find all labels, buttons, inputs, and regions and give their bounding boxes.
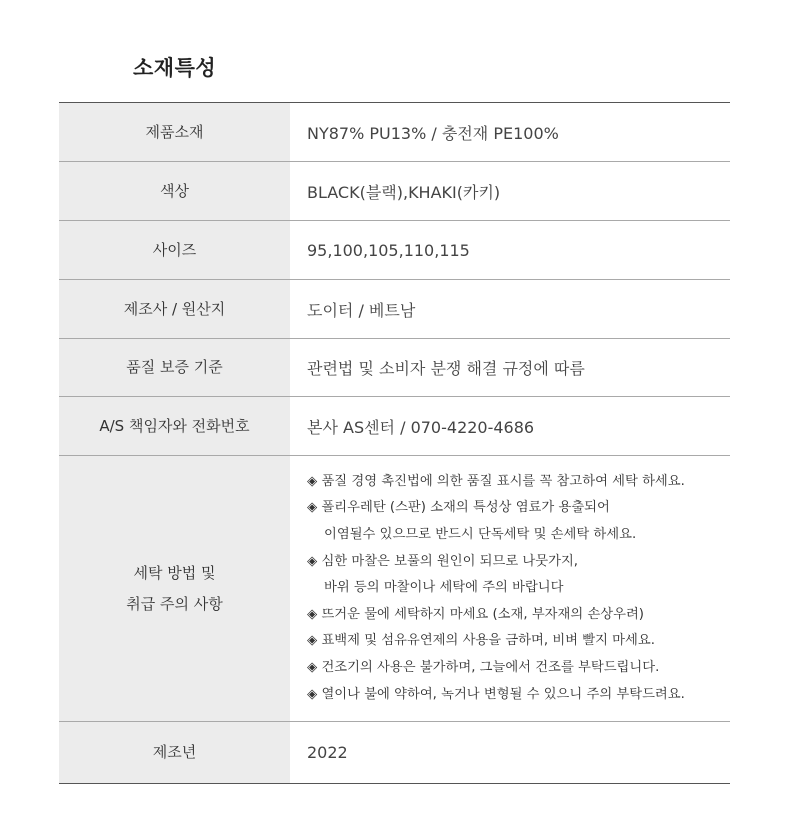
spec-value-maker-origin: 도이터 / 베트남 — [307, 300, 416, 320]
spec-value-warranty: 관련법 및 소비자 분쟁 해결 규정에 따름 — [307, 359, 585, 378]
spec-row-as-contact — [59, 397, 730, 456]
spec-row-maker-origin — [59, 280, 730, 339]
spec-label-care — [59, 456, 290, 721]
product-spec-table — [59, 102, 730, 784]
care-line: 이염될수 있으므로 반드시 단독세탁 및 손세탁 하세요. — [324, 527, 637, 543]
care-line: ◈ 심한 마찰은 보풀의 원인이 되므로 나뭇가지, — [307, 553, 579, 569]
spec-row-warranty — [59, 339, 730, 397]
spec-label-color: 색상 — [59, 162, 290, 220]
spec-label-year: 제조년 — [59, 722, 290, 783]
care-line: ◈ 표백제 및 섬유유연제의 사용을 금하며, 비벼 빨지 마세요. — [307, 633, 655, 649]
care-item — [307, 602, 685, 629]
spec-label-size: 사이즈 — [59, 221, 290, 279]
care-item — [307, 495, 685, 548]
care-line: ◈ 품질 경영 촉진법에 의한 품질 표시를 꼭 참고하여 세탁 하세요. — [307, 473, 685, 489]
care-item — [307, 655, 685, 682]
care-line: ◈ 뜨거운 물에 세탁하지 마세요 (소재, 부자재의 손상우려) — [307, 606, 644, 622]
spec-row-material — [59, 103, 730, 162]
spec-value-color: BLACK(블랙),KHAKI(카키) — [307, 182, 501, 202]
spec-label-as-contact: A/S 책임자와 전화번호 — [59, 397, 290, 455]
spec-row-year — [59, 722, 730, 784]
care-line: ◈ 폴리우레탄 (스판) 소재의 특성상 염료가 용출되어 — [307, 500, 610, 516]
spec-value-care — [290, 456, 730, 721]
spec-value-size: 95,100,105,110,115 — [307, 240, 470, 260]
care-line: 바위 등의 마찰이나 세탁에 주의 바랍니다 — [324, 580, 564, 596]
spec-value-as-contact: 본사 AS센터 / 070-4220-4686 — [307, 417, 535, 437]
care-item — [307, 549, 685, 602]
care-label-line: 세탁 방법 및 — [133, 563, 216, 582]
care-line: ◈ 건조기의 사용은 불가하며, 그늘에서 건조를 부탁드립니다. — [307, 659, 660, 675]
care-item — [307, 682, 685, 709]
spec-value-material: NY87% PU13% / 충전재 PE100% — [307, 123, 559, 143]
section-title: 소재특성 — [133, 56, 217, 80]
care-label-line: 취급 주의 사항 — [126, 594, 223, 613]
spec-value-year: 2022 — [307, 743, 348, 762]
care-item — [307, 469, 685, 496]
care-line: ◈ 열이나 불에 약하여, 녹거나 변형될 수 있으니 주의 부탁드려요. — [307, 686, 685, 702]
spec-row-size — [59, 221, 730, 280]
care-item — [307, 628, 685, 655]
spec-label-material: 제품소재 — [59, 103, 290, 161]
care-instructions-list — [307, 469, 685, 708]
spec-label-warranty: 품질 보증 기준 — [59, 339, 290, 396]
spec-row-color — [59, 162, 730, 221]
spec-row-care — [59, 456, 730, 722]
spec-label-maker-origin: 제조사 / 원산지 — [59, 280, 290, 338]
